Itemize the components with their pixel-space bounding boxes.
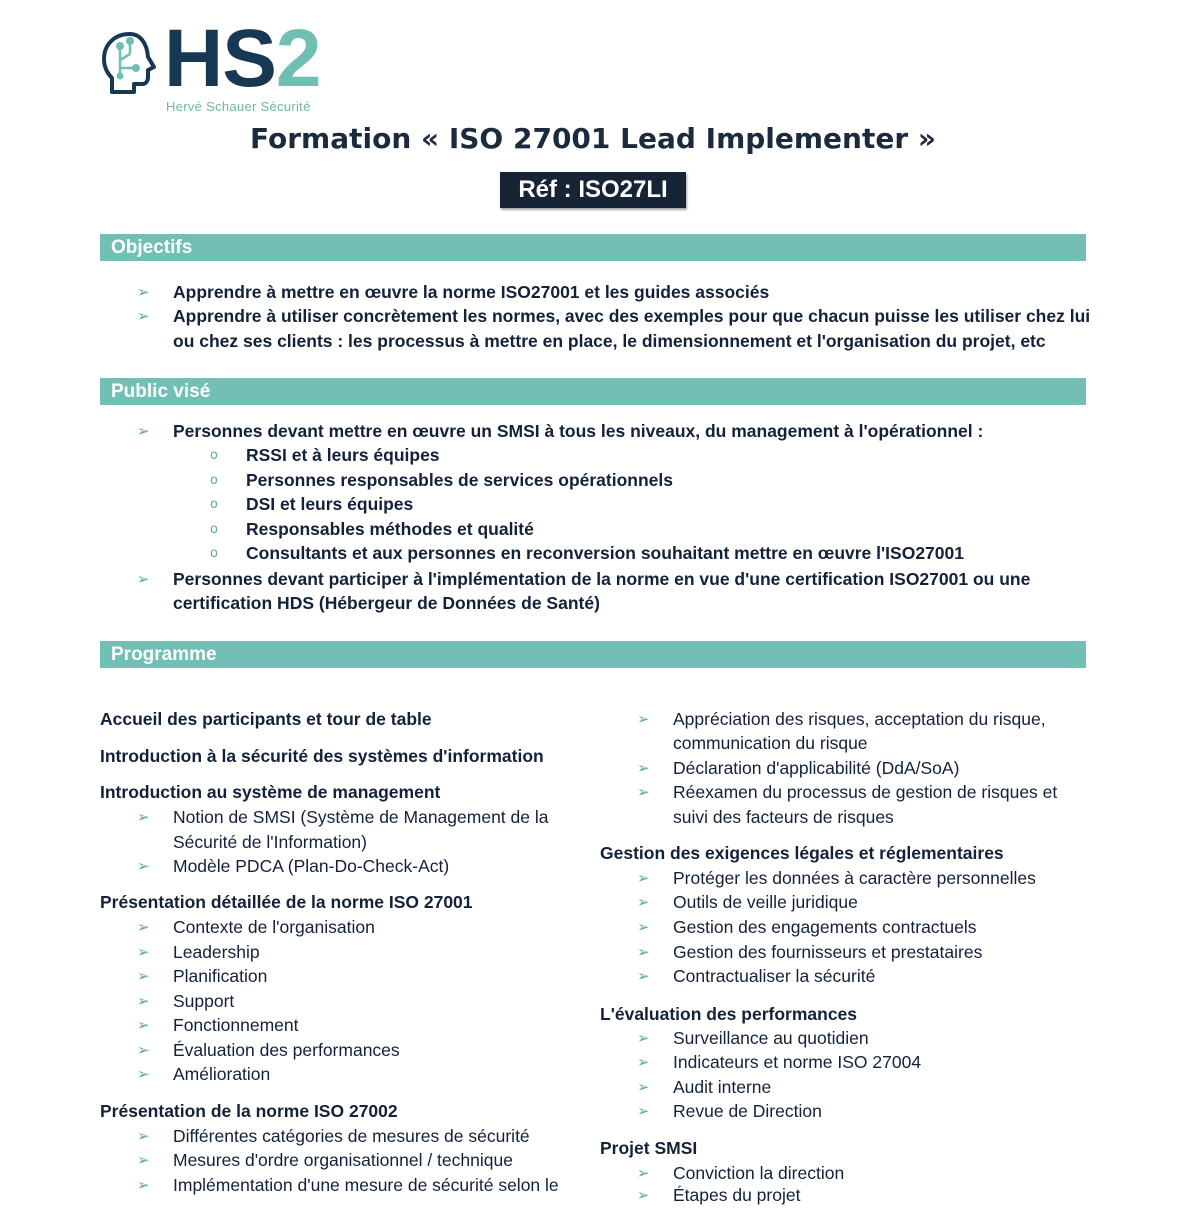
- bullet-circle-icon: o: [210, 497, 218, 512]
- programme-heading: Présentation détaillée de la norme ISO 27001: [100, 892, 473, 912]
- bullet-arrow-icon: ➢: [637, 1186, 650, 1204]
- programme-item-cont: Sécurité de l'Information): [173, 832, 367, 852]
- bullet-arrow-icon: ➢: [137, 307, 150, 325]
- programme-item: Protéger les données à caractère personnelles: [673, 868, 1036, 888]
- bullet-arrow-icon: ➢: [637, 1102, 650, 1120]
- head-circuit-icon: [100, 30, 160, 96]
- bullet-arrow-icon: ➢: [637, 759, 650, 777]
- programme-item: Leadership: [173, 942, 260, 962]
- programme-item: Déclaration d'applicabilité (DdA/SoA): [673, 758, 960, 778]
- section-programme: Programme: [100, 641, 1086, 668]
- programme-item: Fonctionnement: [173, 1015, 299, 1035]
- programme-heading: Gestion des exigences légales et réglementaires: [600, 843, 1004, 863]
- bullet-arrow-icon: ➢: [637, 710, 650, 728]
- programme-heading: Accueil des participants et tour de table: [100, 709, 432, 729]
- reference-badge: Réf : ISO27LI: [500, 172, 686, 208]
- programme-item: Appréciation des risques, acceptation du risque,: [673, 709, 1046, 729]
- bullet-arrow-icon: ➢: [137, 283, 150, 301]
- bullet-arrow-icon: ➢: [137, 422, 150, 440]
- page-title: Formation « ISO 27001 Lead Implementer »: [250, 122, 936, 155]
- public-sub-item: RSSI et à leurs équipes: [246, 445, 440, 465]
- bullet-arrow-icon: ➢: [137, 1065, 150, 1083]
- section-public: Public visé: [100, 378, 1086, 405]
- bullet-arrow-icon: ➢: [637, 943, 650, 961]
- public-sub-item: Responsables méthodes et qualité: [246, 519, 534, 539]
- bullet-circle-icon: o: [210, 448, 218, 463]
- bullet-arrow-icon: ➢: [137, 570, 150, 588]
- programme-item: Amélioration: [173, 1064, 271, 1084]
- bullet-arrow-icon: ➢: [137, 1016, 150, 1034]
- public-sub-item: DSI et leurs équipes: [246, 494, 414, 514]
- programme-item: Implémentation d'une mesure de sécurité selon le: [173, 1175, 559, 1195]
- bullet-arrow-icon: ➢: [137, 1176, 150, 1194]
- bullet-arrow-icon: ➢: [637, 918, 650, 936]
- programme-item: Contexte de l'organisation: [173, 917, 375, 937]
- public-sub-item: Consultants et aux personnes en reconversion souhaitant mettre en œuvre l'ISO27001: [246, 543, 964, 563]
- bullet-arrow-icon: ➢: [137, 967, 150, 985]
- programme-item: Gestion des engagements contractuels: [673, 917, 977, 937]
- programme-item: Conviction la direction: [673, 1163, 845, 1183]
- bullet-arrow-icon: ➢: [637, 869, 650, 887]
- programme-heading: Introduction au système de management: [100, 782, 441, 802]
- public-intro: Personnes devant mettre en œuvre un SMSI à tous les niveaux, du management à l'opérationnel :: [173, 421, 984, 441]
- programme-item: Notion de SMSI (Système de Management de la: [173, 807, 549, 827]
- section-objectifs: Objectifs: [100, 234, 1086, 261]
- bullet-arrow-icon: ➢: [137, 808, 150, 826]
- programme-item: Audit interne: [673, 1077, 772, 1097]
- bullet-arrow-icon: ➢: [137, 992, 150, 1010]
- objectif-item-cont: ou chez ses clients : les processus à mettre en place, le dimensionnement et l'organisation du projet, etc: [173, 331, 1046, 351]
- bullet-arrow-icon: ➢: [637, 967, 650, 985]
- bullet-arrow-icon: ➢: [137, 918, 150, 936]
- bullet-arrow-icon: ➢: [637, 783, 650, 801]
- programme-heading: Présentation de la norme ISO 27002: [100, 1101, 398, 1121]
- programme-item: Évaluation des performances: [173, 1040, 400, 1060]
- logo-wordmark: HS2: [164, 13, 321, 104]
- bullet-arrow-icon: ➢: [637, 1078, 650, 1096]
- bullet-arrow-icon: ➢: [137, 1151, 150, 1169]
- bullet-arrow-icon: ➢: [137, 943, 150, 961]
- programme-item: Étapes du projet: [673, 1185, 801, 1205]
- bullet-arrow-icon: ➢: [137, 1041, 150, 1059]
- bullet-circle-icon: o: [210, 473, 218, 488]
- logo-subtitle: Hervé Schauer Sécurité: [166, 99, 311, 114]
- programme-heading: L'évaluation des performances: [600, 1004, 858, 1024]
- programme-item-cont: communication du risque: [673, 733, 868, 753]
- objectif-item: Apprendre à mettre en œuvre la norme ISO27001 et les guides associés: [173, 282, 770, 302]
- objectif-item: Apprendre à utiliser concrètement les normes, avec des exemples pour que chacun puisse les utiliser chez lui: [173, 306, 1091, 326]
- bullet-arrow-icon: ➢: [637, 893, 650, 911]
- programme-item: Réexamen du processus de gestion de risques et: [673, 782, 1058, 802]
- programme-item: Revue de Direction: [673, 1101, 822, 1121]
- programme-item: Gestion des fournisseurs et prestataires: [673, 942, 983, 962]
- bullet-arrow-icon: ➢: [637, 1029, 650, 1047]
- programme-heading: Projet SMSI: [600, 1138, 698, 1158]
- programme-heading: Introduction à la sécurité des systèmes d'information: [100, 746, 544, 766]
- public-second: Personnes devant participer à l'implémentation de la norme en vue d'une certification ISO27001 ou une: [173, 569, 1031, 589]
- programme-item: Outils de veille juridique: [673, 892, 858, 912]
- programme-item: Modèle PDCA (Plan-Do-Check-Act): [173, 856, 450, 876]
- public-second-cont: certification HDS (Hébergeur de Données de Santé): [173, 593, 600, 613]
- programme-item: Surveillance au quotidien: [673, 1028, 869, 1048]
- bullet-circle-icon: o: [210, 522, 218, 537]
- programme-item: Support: [173, 991, 235, 1011]
- programme-item: Planification: [173, 966, 268, 986]
- programme-item: Contractualiser la sécurité: [673, 966, 876, 986]
- bullet-circle-icon: o: [210, 546, 218, 561]
- bullet-arrow-icon: ➢: [137, 857, 150, 875]
- programme-item-cont: suivi des facteurs de risques: [673, 807, 894, 827]
- programme-item: Mesures d'ordre organisationnel / technique: [173, 1150, 513, 1170]
- bullet-arrow-icon: ➢: [137, 1127, 150, 1145]
- programme-item: Indicateurs et norme ISO 27004: [673, 1052, 922, 1072]
- public-sub-item: Personnes responsables de services opérationnels: [246, 470, 673, 490]
- bullet-arrow-icon: ➢: [637, 1053, 650, 1071]
- brand-logo: [100, 13, 340, 116]
- bullet-arrow-icon: ➢: [637, 1164, 650, 1182]
- programme-item: Différentes catégories de mesures de sécurité: [173, 1126, 530, 1146]
